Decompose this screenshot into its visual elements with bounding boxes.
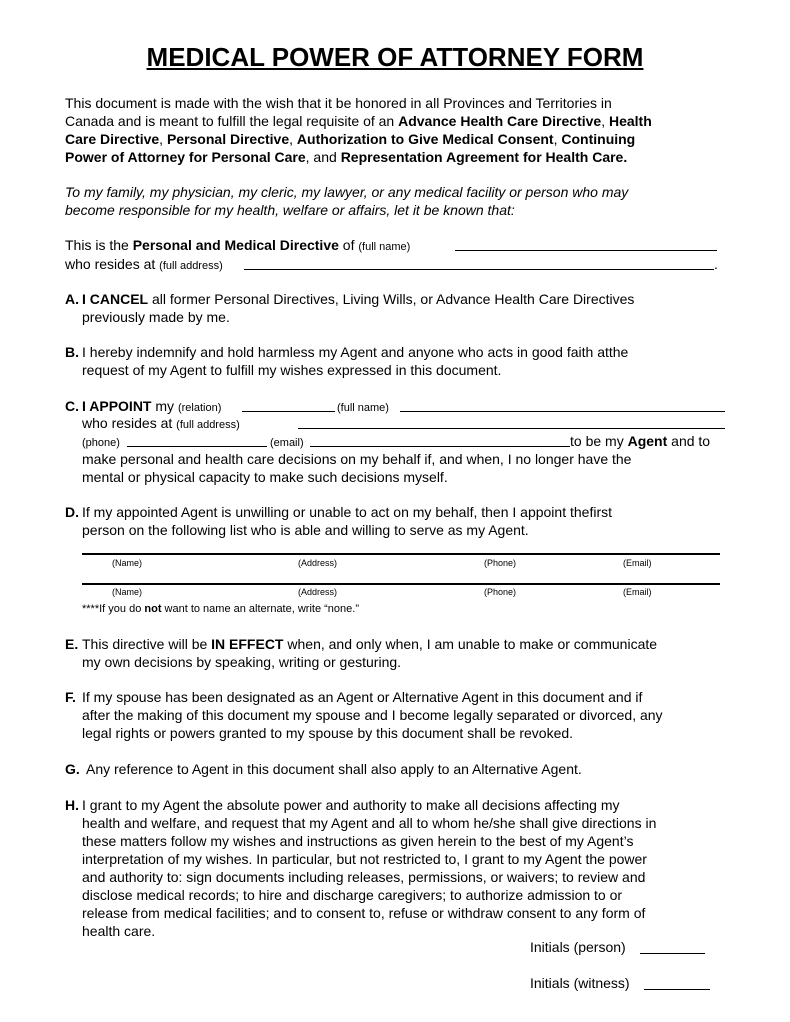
section-d-line-1: If my appointed Agent is unwilling or unable to act on my behalf, then I appoint thefirst — [82, 504, 612, 520]
section-b-letter: B. — [65, 344, 79, 360]
note-bold: not — [144, 603, 162, 615]
section-f-line-1: If my spouse has been designated as an Agent or Alternative Agent in this document and if — [82, 689, 643, 705]
declaration-period: . — [714, 256, 718, 272]
section-h-line: health and welfare, and request that my Agent and all to whom he/she shall give directions in — [82, 815, 657, 831]
section-c-bold: I APPOINT — [82, 398, 152, 414]
section-a-bold: I CANCEL — [82, 291, 149, 307]
intro-text: , — [553, 131, 562, 147]
initials-witness-field[interactable] — [644, 989, 710, 990]
intro-text: , and — [305, 149, 341, 165]
relation-field[interactable] — [242, 411, 335, 412]
section-c-text: to be my — [570, 433, 628, 449]
section-h-line: release from medical facilities; and to consent to, refuse or withdraw consent to any form of — [82, 905, 646, 921]
intro-bold: Advance Health Care Directive — [398, 113, 602, 129]
initials-witness-label: Initials (witness) — [530, 975, 630, 991]
alternate-2-name-label: (Name) — [112, 587, 143, 597]
intro-text: , — [159, 131, 167, 147]
relation-label: (relation) — [177, 402, 222, 414]
phone-label: (phone) — [82, 437, 120, 449]
section-c-line-2 — [82, 414, 240, 434]
section-a-letter: A. — [65, 291, 79, 307]
agent-full-name-label: (full name) — [337, 402, 389, 414]
section-g-line-1: Any reference to Agent in this document shall also apply to an Alternative Agent. — [86, 761, 582, 777]
declaration-line-1 — [65, 236, 410, 256]
section-e-text: when, and only when, I am unable to make or communicate — [283, 636, 658, 652]
alternate-1-name-label: (Name) — [112, 558, 143, 568]
intro-bold: Continuing — [561, 131, 636, 147]
section-h-line: I grant to my Agent the absolute power and authority to make all decisions affecting my — [82, 797, 620, 813]
intro-text: , — [289, 131, 297, 147]
declaration-text: This is the — [65, 237, 133, 253]
section-e-letter: E. — [65, 636, 79, 652]
intro-bold: Power of Attorney for Personal Care — [65, 149, 306, 165]
alternate-2-phone-label: (Phone) — [484, 587, 517, 597]
full-address-label: (full address) — [159, 260, 223, 272]
full-name-label: (full name) — [358, 241, 411, 253]
section-b-line-2: request of my Agent to fulfill my wishes expressed in this document. — [82, 362, 502, 378]
section-g-letter: G. — [65, 761, 80, 777]
intro-bold: Personal Directive — [166, 131, 290, 147]
intro-bold: Representation Agreement for Health Care. — [340, 149, 628, 165]
section-h-line: health care. — [82, 923, 156, 939]
alternate-note — [82, 600, 359, 618]
page-title: MEDICAL POWER OF ATTORNEY FORM — [146, 42, 644, 72]
section-b-line-1: I hereby indemnify and hold harmless my Agent and anyone who acts in good faith atthe — [82, 344, 629, 360]
email-label: (email) — [270, 437, 304, 449]
section-e-bold: IN EFFECT — [211, 636, 284, 652]
section-c-line-5: mental or physical capacity to make such decisions myself. — [82, 469, 448, 485]
section-a-line-2: previously made by me. — [82, 309, 230, 325]
declaration-line-2 — [65, 255, 223, 275]
intro-line-2 — [65, 112, 652, 130]
intro-text: , — [601, 113, 609, 129]
alternate-1-email-label: (Email) — [623, 558, 652, 568]
section-h-letter: H. — [65, 797, 79, 813]
section-c-text: and to — [667, 433, 711, 449]
agent-address-field[interactable] — [298, 428, 725, 429]
section-d-line-2: person on the following list who is able and willing to serve as my Agent. — [82, 522, 529, 538]
intro-bold: Health — [608, 113, 652, 129]
section-f-line-3: legal rights or powers granted to my spouse by this document shall be revoked. — [82, 725, 574, 741]
section-c-letter: C. — [65, 398, 79, 414]
alternate-2-field[interactable] — [82, 583, 720, 585]
initials-person-field[interactable] — [640, 953, 705, 954]
declaration-text: of — [338, 237, 359, 253]
declaration-bold: Personal and Medical Directive — [132, 237, 339, 253]
intro-line-1: This document is made with the wish that it be honored in all Provinces and Territories in — [65, 95, 612, 111]
section-d-letter: D. — [65, 504, 79, 520]
section-c-line-3 — [570, 432, 710, 450]
section-c-text: who resides at — [82, 415, 177, 431]
alternate-1-field[interactable] — [82, 553, 720, 555]
agent-phone-field[interactable] — [127, 446, 267, 447]
section-h-line: and authority to: sign documents including releases, permissions, or waivers; to review and — [82, 869, 646, 885]
section-h-line: these matters follow my wishes and instructions as given herein to the best of my Agent’s — [82, 833, 634, 849]
initials-person-label: Initials (person) — [530, 939, 626, 955]
section-f-letter: F. — [65, 689, 76, 705]
section-c-text: my — [151, 398, 178, 414]
section-e-line-2: my own decisions by speaking, writing or gesturing. — [82, 654, 402, 670]
address-line-2: become responsible for my health, welfare or affairs, let it be known that: — [65, 202, 515, 218]
alternate-1-address-label: (Address) — [298, 558, 338, 568]
alternate-2-address-label: (Address) — [298, 587, 338, 597]
section-c-bold: Agent — [627, 433, 668, 449]
note-text: ****If you do — [82, 603, 145, 615]
section-c-line-4: make personal and health care decisions on my behalf if, and when, I no longer have the — [82, 451, 632, 467]
agent-email-field[interactable] — [310, 446, 570, 447]
intro-text: Canada and is meant to fulfill the legal requisite of an — [65, 113, 399, 129]
alternate-2-email-label: (Email) — [623, 587, 652, 597]
section-e-text: This directive will be — [82, 636, 212, 652]
section-e-line-1 — [82, 635, 657, 653]
section-h-line: interpretation of my wishes. In particular, but not restricted to, I grant to my Agent the power — [82, 851, 647, 867]
section-h-line: disclose medical records; to hire and discharge caregivers; to authorize admission to or — [82, 887, 623, 903]
full-name-field[interactable] — [455, 250, 717, 251]
agent-address-label: (full address) — [176, 419, 240, 431]
section-a-line-1 — [82, 290, 634, 308]
address-line-1: To my family, my physician, my cleric, my lawyer, or any medical facility or person who may — [65, 184, 629, 200]
full-address-field[interactable] — [244, 269, 714, 270]
agent-full-name-field[interactable] — [400, 411, 725, 412]
note-text: want to name an alternate, write “none.” — [161, 603, 359, 615]
intro-line-4 — [65, 148, 627, 166]
section-a-text: all former Personal Directives, Living Wills, or Advance Health Care Directives — [148, 291, 635, 307]
declaration-text: who resides at — [65, 256, 160, 272]
intro-bold: Care Directive — [65, 131, 160, 147]
intro-line-3 — [65, 130, 635, 148]
section-f-line-2: after the making of this document my spouse and I become legally separated or divorced, any — [82, 707, 663, 723]
intro-bold: Authorization to Give Medical Consent — [296, 131, 554, 147]
alternate-1-phone-label: (Phone) — [484, 558, 517, 568]
